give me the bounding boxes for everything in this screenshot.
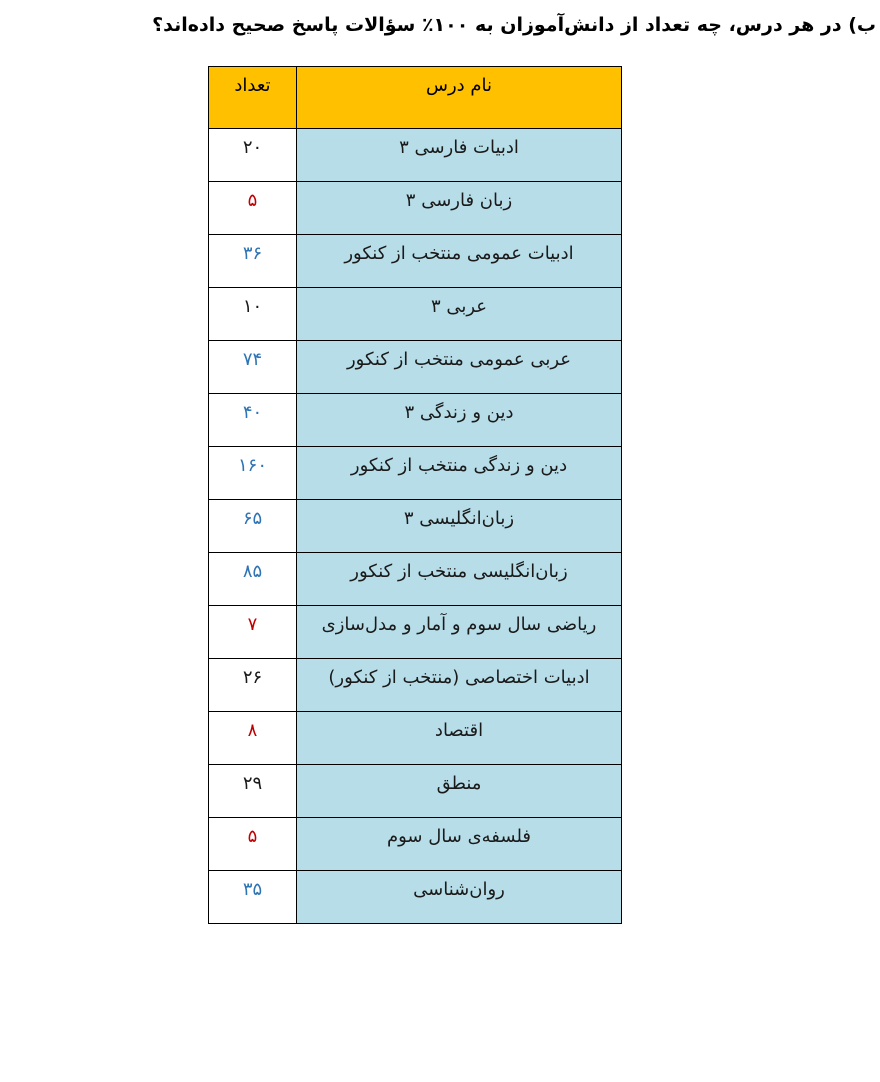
table-row xyxy=(209,129,622,182)
count-cell: ۳۵ xyxy=(209,871,297,924)
table-row xyxy=(209,447,622,500)
table-row xyxy=(209,500,622,553)
count-cell: ۸ xyxy=(209,712,297,765)
table-row xyxy=(209,659,622,712)
header-count: تعداد xyxy=(209,67,297,129)
count-cell: ۷ xyxy=(209,606,297,659)
table-row xyxy=(209,394,622,447)
table-row xyxy=(209,288,622,341)
table-row xyxy=(209,712,622,765)
subject-cell: فلسفه‌ی سال سوم xyxy=(297,818,622,871)
table-row xyxy=(209,553,622,606)
count-cell: ۲۰ xyxy=(209,129,297,182)
count-cell: ۱۶۰ xyxy=(209,447,297,500)
count-cell: ۵ xyxy=(209,182,297,235)
subject-cell: زبان‌انگلیسی منتخب از کنکور xyxy=(297,553,622,606)
subject-cell: ریاضی سال سوم و آمار و مدل‌سازی xyxy=(297,606,622,659)
count-cell: ۸۵ xyxy=(209,553,297,606)
count-cell: ۱۰ xyxy=(209,288,297,341)
table-row xyxy=(209,606,622,659)
subject-cell: ادبیات فارسی ۳ xyxy=(297,129,622,182)
subject-cell: اقتصاد xyxy=(297,712,622,765)
subject-cell: ادبیات اختصاصی (منتخب از کنکور) xyxy=(297,659,622,712)
count-cell: ۶۵ xyxy=(209,500,297,553)
table-row xyxy=(209,871,622,924)
header-subject: نام درس xyxy=(297,67,622,129)
subject-cell: ادبیات عمومی منتخب از کنکور xyxy=(297,235,622,288)
subject-cell: زبان فارسی ۳ xyxy=(297,182,622,235)
results-table xyxy=(208,66,622,924)
table-row xyxy=(209,341,622,394)
table-row xyxy=(209,235,622,288)
question-text: ب) در هر درس، چه تعداد از دانش‌آموزان به ۱۰۰٪ سؤالات پاسخ صحیح داده‌اند؟ xyxy=(152,14,876,36)
count-cell: ۴۰ xyxy=(209,394,297,447)
subject-cell: روان‌شناسی xyxy=(297,871,622,924)
table-row xyxy=(209,182,622,235)
count-cell: ۵ xyxy=(209,818,297,871)
subject-cell: زبان‌انگلیسی ۳ xyxy=(297,500,622,553)
subject-cell: عربی عمومی منتخب از کنکور xyxy=(297,341,622,394)
count-cell: ۷۴ xyxy=(209,341,297,394)
count-cell: ۳۶ xyxy=(209,235,297,288)
table-header-row xyxy=(209,67,622,129)
count-cell: ۲۹ xyxy=(209,765,297,818)
table-row xyxy=(209,765,622,818)
table-row xyxy=(209,818,622,871)
subject-cell: عربی ۳ xyxy=(297,288,622,341)
subject-cell: منطق xyxy=(297,765,622,818)
subject-cell: دین و زندگی منتخب از کنکور xyxy=(297,447,622,500)
count-cell: ۲۶ xyxy=(209,659,297,712)
subject-cell: دین و زندگی ۳ xyxy=(297,394,622,447)
